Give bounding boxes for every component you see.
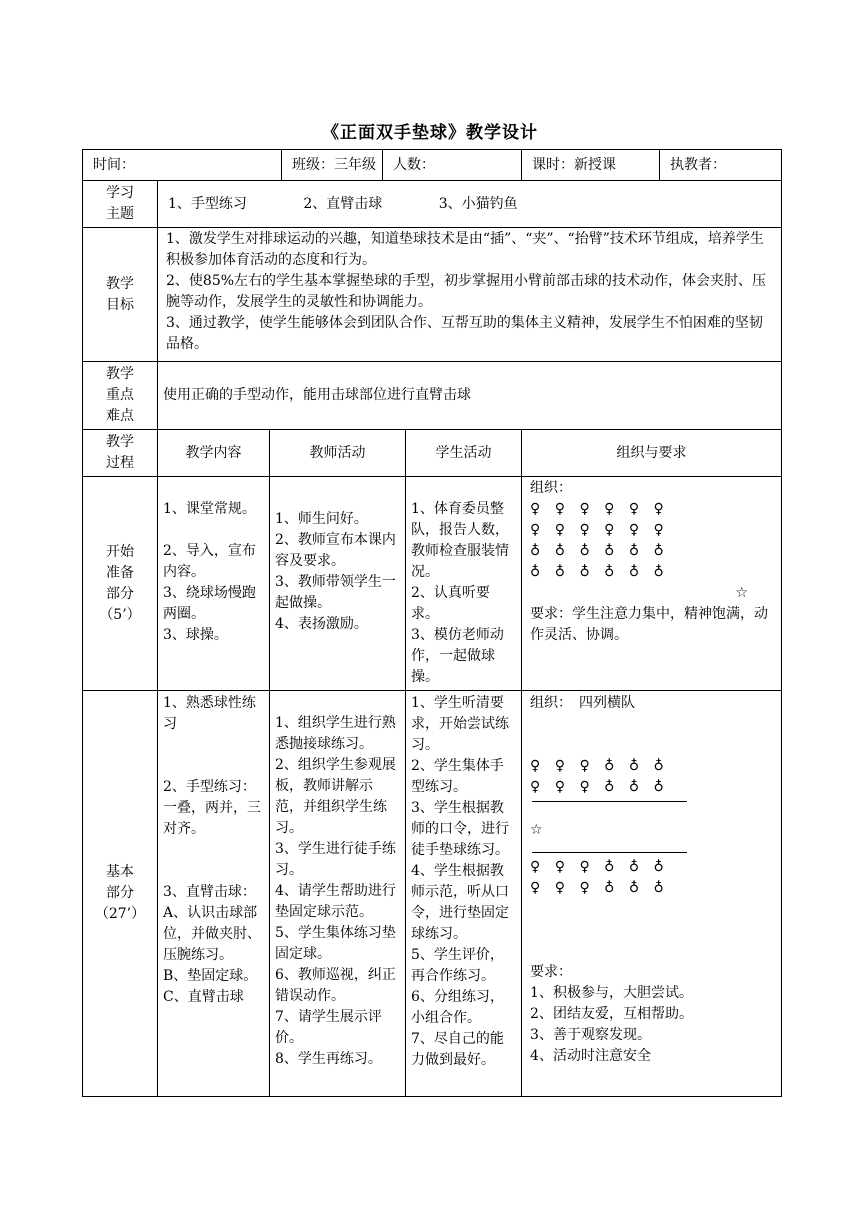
content-item: 3、绕球场慢跑两圈。 (163, 585, 256, 622)
column-header-teacher: 教师活动 (270, 430, 406, 477)
goal-line: 1、激发学生对排球运动的兴趣，知道垫球技术是由“插”、“夹”、“抬臂”技术环节组成，培养学生积极参加体育活动的态度和行为。 (166, 231, 764, 268)
teacher-item: 2、教师宣布本课内容及要求。 (275, 532, 396, 569)
student-item: 5、学生评价，再合作练习。 (411, 947, 504, 984)
formation-row: ♀ ♀ ♀ ♁ ♁ ♁ (530, 758, 664, 774)
formation-row: ♀ ♀ ♀ ♁ ♁ ♁ (530, 880, 664, 896)
organization-title: 组织： (530, 480, 573, 496)
formation-row: ♀ ♀ ♀ ♀ ♀ ♀ (530, 501, 664, 517)
student-item: 4、学生根据教师示范，听从口令，进行垫固定球练习。 (411, 863, 510, 942)
teacher-item: 4、请学生帮助进行垫固定球示范。 (275, 883, 396, 920)
organization-title: 组织： 四列横队 (530, 695, 636, 711)
class-cell: 班级：三年级 (282, 150, 383, 181)
content-item: B、垫固定球。 (163, 968, 258, 984)
requirement-title: 要求： (530, 964, 573, 980)
basic-student-activity (406, 691, 522, 1097)
start-student-activity (406, 477, 522, 691)
key-points-text: 使用正确的手型动作，能用击球部位进行直臂击球 (158, 362, 782, 430)
content-item: 3、直臂击球： (163, 884, 256, 900)
requirement-item: 4、活动时注意安全 (530, 1048, 651, 1064)
teacher-item: 3、教师带领学生一起做操。 (275, 574, 396, 611)
basic-content (158, 691, 270, 1097)
teacher-item: 2、组织学生参观展板，教师讲解示范，并组织学生练习。 (275, 757, 396, 836)
content-item: 2、手型练习：一叠，两并，三对齐。 (163, 779, 261, 837)
goals-label: 教学 目标 (83, 228, 158, 362)
teacher-item: 1、师生问好。 (275, 511, 368, 527)
formation-row: ♀ ♀ ♀ ♁ ♁ ♁ (530, 779, 664, 795)
teacher-item: 3、学生进行徒手练习。 (275, 841, 396, 878)
lesson-plan-table (82, 149, 782, 1097)
teacher-item: 8、学生再练习。 (275, 1051, 382, 1067)
process-header-row (83, 430, 782, 477)
lesson-type-cell: 课时：新授课 (522, 150, 660, 181)
column-header-content: 教学内容 (158, 430, 270, 477)
formation-row: ♁ ♁ ♁ ♁ ♁ ♁ (530, 564, 664, 580)
student-item: 6、分组练习，小组合作。 (411, 989, 504, 1026)
goals-text (158, 228, 782, 362)
teacher-position-star-icon: ☆ (735, 585, 749, 601)
topic-item: 2、直臂击球 (303, 195, 383, 212)
goal-line: 2、使85%左右的学生基本掌握垫球的手型，初步掌握用小臂前部击球的技术动作，体会夹肘、压腕等动作，发展学生的灵敏性和协调能力。 (166, 273, 767, 310)
student-item: 1、学生听清要求，开始尝试练习。 (411, 695, 510, 753)
header-row (83, 150, 782, 181)
formation-row: ♀ ♀ ♀ ♀ ♀ ♀ (530, 522, 664, 538)
teacher-position-star-icon: ☆ (530, 822, 543, 838)
teacher-item: 6、教师巡视，纠正错误动作。 (275, 967, 396, 1004)
content-item: A、认识击球部位，并做夹肘、压腕练习。 (163, 905, 261, 963)
content-item: 2、导入，宣布内容。 (163, 543, 256, 580)
teacher-item: 5、学生集体练习垫固定球。 (275, 925, 396, 962)
content-item: C、直臂击球 (163, 989, 244, 1005)
start-content (158, 477, 270, 691)
topic-row (83, 181, 782, 228)
content-item: 3、球操。 (163, 627, 228, 643)
student-item: 3、学生根据教师的口令，进行徒手垫球练习。 (411, 800, 510, 858)
topic-item: 1、手型练习 (168, 195, 247, 212)
topic-item: 3、小猫钓鱼 (438, 195, 518, 212)
start-section-row (83, 477, 782, 691)
basic-section-row (83, 691, 782, 1097)
start-organization (522, 477, 782, 691)
basic-section-label: 基本 部分 （27’） (83, 691, 158, 1097)
requirement-item: 3、善于观察发现。 (530, 1027, 651, 1043)
requirement-item: 1、积极参与，大胆尝试。 (530, 985, 693, 1001)
goals-row (83, 228, 782, 362)
key-points-label: 教学 重点 难点 (83, 362, 158, 430)
student-item: 2、学生集体手型练习。 (411, 758, 504, 795)
formation-row: ♁ ♁ ♁ ♁ ♁ ♁ (530, 543, 664, 559)
formation-row: ♀ ♀ ♀ ♁ ♁ ♁ (530, 859, 664, 875)
time-cell: 时间： (83, 150, 282, 181)
key-points-row (83, 362, 782, 430)
process-label: 教学 过程 (83, 430, 158, 477)
requirement-item: 2、团结友爱，互相帮助。 (530, 1006, 693, 1022)
people-cell: 人数： (383, 150, 522, 181)
teacher-item: 7、请学生展示评价。 (275, 1009, 382, 1046)
start-teacher-activity (270, 477, 406, 691)
student-item: 7、尽自己的能力做到最好。 (411, 1031, 504, 1068)
topic-label: 学习 主题 (83, 181, 158, 228)
topic-items (158, 181, 782, 228)
content-item: 1、课堂常规。 (163, 501, 256, 517)
student-item: 2、认真听要求。 (411, 585, 490, 622)
teacher-item: 1、组织学生进行熟悉抛接球练习。 (275, 715, 396, 752)
student-item: 1、体育委员整队，报告人数，教师检查服装情况。 (411, 501, 510, 580)
court-line (532, 852, 687, 853)
teacher-item: 4、表扬激励。 (275, 616, 368, 632)
basic-teacher-activity (270, 691, 406, 1097)
column-header-student: 学生活动 (406, 430, 522, 477)
court-line (532, 801, 687, 802)
goal-line: 3、通过教学，使学生能够体会到团队合作、互帮互助的集体主义精神，发展学生不怕困难的坚韧品格。 (166, 315, 763, 352)
teacher-cell: 执教者： (660, 150, 782, 181)
organization-requirement: 要求：学生注意力集中，精神饱满，动作灵活、协调。 (530, 606, 769, 643)
student-item: 3、模仿老师动作，一起做球操。 (411, 627, 504, 685)
page-title: 《正面双手垫球》教学设计 (322, 123, 538, 143)
content-item: 1、熟悉球性练习 (163, 695, 256, 732)
basic-organization (522, 691, 782, 1097)
column-header-organization: 组织与要求 (522, 430, 782, 477)
start-section-label: 开始 准备 部分 （5’） (83, 477, 158, 691)
